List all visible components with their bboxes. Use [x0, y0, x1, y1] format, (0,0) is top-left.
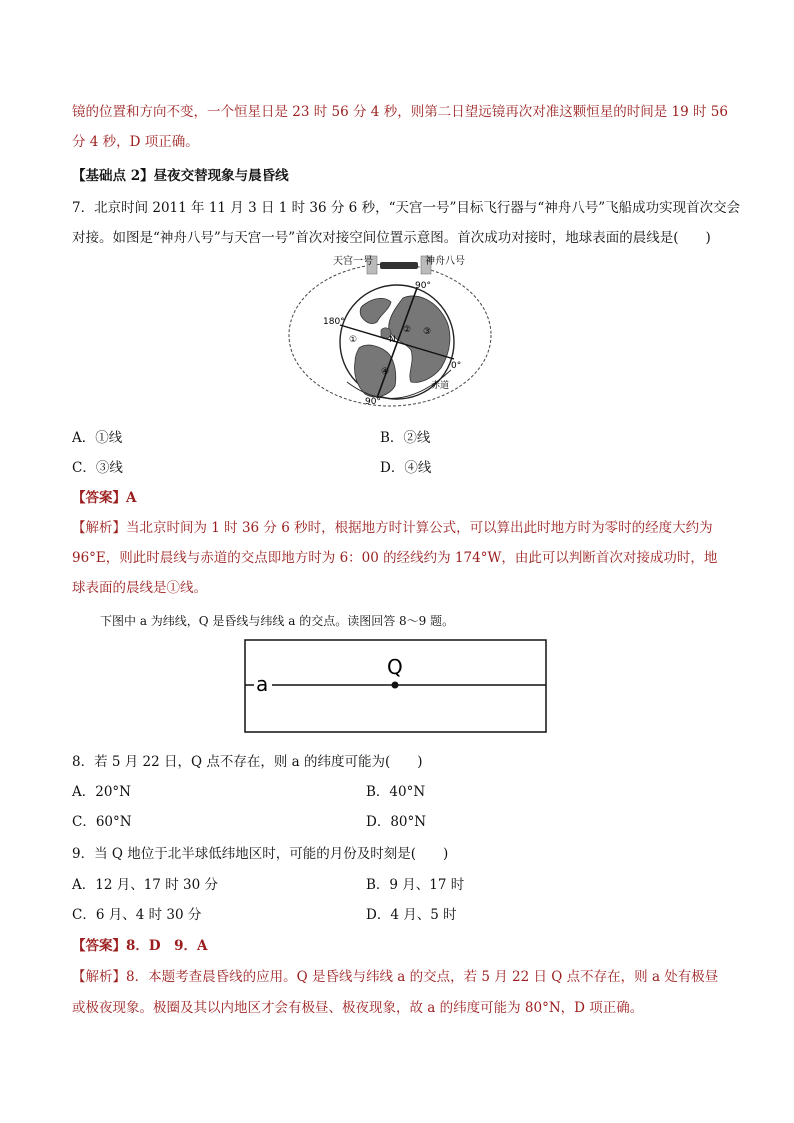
- mark-line-4: ④: [381, 367, 390, 377]
- label-180: 180°: [323, 317, 345, 327]
- q7-stem-line-1: 7．北京时间 2011 年 11 月 3 日 1 时 36 分 6 秒，“天宫一号”目标飞行器与“神舟八号”飞船成功实现首次交会: [72, 200, 741, 216]
- q7-analysis-line-3: 球表面的晨线是①线。: [72, 580, 207, 596]
- label-shenzhou: 神舟八号: [425, 256, 465, 267]
- section-heading: 【基础点 2】昼夜交替现象与晨昏线: [72, 168, 289, 184]
- label-0: 0°: [451, 361, 462, 371]
- q7-answer: 【答案】A: [72, 490, 137, 506]
- q9-option-a: A．12 月、17 时 30 分: [72, 877, 218, 893]
- q7-stem-line-2: 对接。如图是“神舟八号”与天宫一号”首次对接空间位置示意图。首次成功对接时，地球表面的晨线是( ): [72, 230, 711, 246]
- q8-analysis-line-2: 或极夜现象。极圈及其以内地区才会有极昼、极夜现象，故 a 的纬度可能为 80°N，D 项正确。: [72, 1000, 644, 1016]
- q9-option-c: C．6 月、4 时 30 分: [72, 907, 202, 923]
- q7-option-b: B．②线: [380, 430, 431, 446]
- mark-line-1: ①: [349, 335, 358, 345]
- point-q: [392, 682, 399, 689]
- q9-option-b: B．9 月、17 时: [366, 877, 465, 893]
- label-north-pole: N: [389, 335, 396, 345]
- mark-line-2: ②: [403, 325, 412, 335]
- q8-9-answer: 【答案】8．D 9．A: [72, 938, 208, 954]
- label-a: a: [256, 672, 269, 696]
- label-equator: 赤道: [431, 381, 450, 391]
- q7-option-a: A．①线: [72, 430, 123, 446]
- q8-option-c: C．60°N: [72, 814, 132, 830]
- label-90-top: 90°: [415, 281, 431, 291]
- q8-stem: 8．若 5 月 22 日，Q 点不存在，则 a 的纬度可能为( ): [72, 754, 423, 770]
- q8-option-b: B．40°N: [366, 784, 426, 800]
- label-90-bottom: 90°: [365, 397, 381, 407]
- spacecraft-body: [380, 262, 418, 269]
- q9-stem: 9．当 Q 地位于北半球低纬地区时，可能的月份及时刻是( ): [72, 846, 449, 862]
- q7-analysis-line-1: 【解析】当北京时间为 1 时 36 分 6 秒时，根据地方时计算公式，可以算出此时地方时为零时的经度大约为: [72, 520, 713, 536]
- q8-9-intro: 下图中 a 为纬线，Q 是昏线与纬线 a 的交点。读图回答 8～9 题。: [100, 614, 455, 628]
- q8-option-d: D．80°N: [366, 814, 427, 830]
- label-q: Q: [387, 655, 403, 679]
- label-tiangong: 天宫一号: [333, 256, 373, 267]
- q9-option-d: D．4 月、5 时: [366, 907, 457, 923]
- q8-analysis-line-1: 【解析】8．本题考查晨昏线的应用。Q 是昏线与纬线 a 的交点，若 5 月 22 日 Q 点不存在，则 a 处有极昼: [72, 969, 719, 985]
- prior-analysis-line-2: 分 4 秒，D 项正确。: [72, 134, 199, 150]
- q7-analysis-line-2: 96°E，则此时晨线与赤道的交点即地方时为 6：00 的经线约为 174°W，由此可以判断首次对接成功时，地: [72, 550, 718, 566]
- q8-9-figure: [244, 638, 548, 734]
- q7-globe-figure: [285, 250, 495, 412]
- q8-option-a: A．20°N: [72, 784, 131, 800]
- prior-analysis-line-1: 镜的位置和方向不变，一个恒星日是 23 时 56 分 4 秒，则第二日望远镜再次对准这颗恒星的时间是 19 时 56: [72, 104, 728, 120]
- q7-option-d: D．④线: [380, 460, 432, 476]
- q7-option-c: C．③线: [72, 460, 123, 476]
- mark-line-3: ③: [423, 327, 432, 337]
